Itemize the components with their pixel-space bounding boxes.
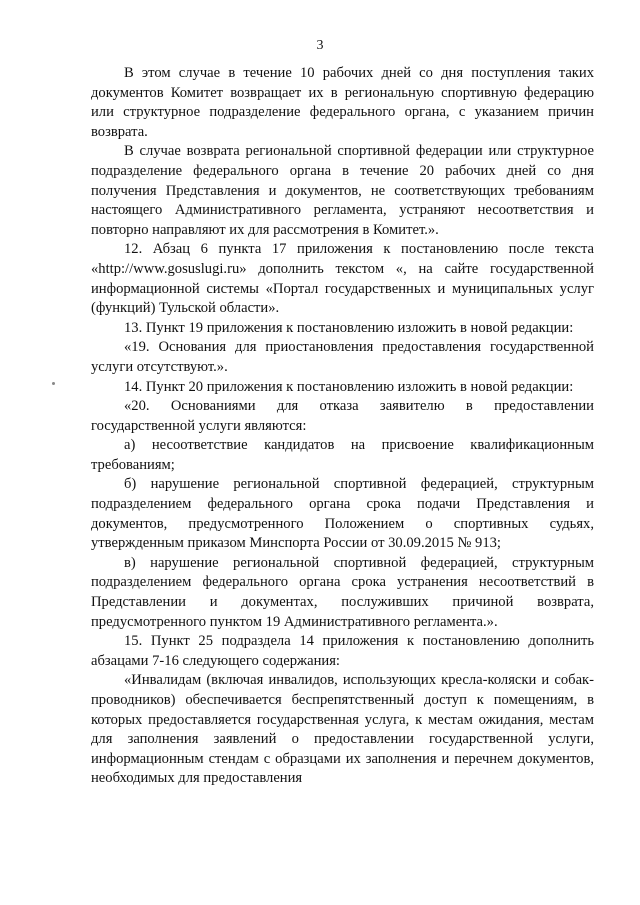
- paragraph: а) несоответствие кандидатов на присвоение квалификационным требованиям;: [91, 437, 594, 473]
- paragraph: 14. Пункт 20 приложения к постановлению изложить в новой редакции:: [124, 378, 574, 395]
- scan-artifact-dot: [52, 382, 55, 385]
- paragraph: «19. Основания для приостановления предоставления государственной услуги отсутствуют.».: [91, 339, 594, 375]
- paragraph: б) нарушение региональной спортивной федерацией, структурным подразделением федерального органа срока подачи Представления и документов, предусмотренного Положением о спортивных судьях, утвержденным приказом Минспорта России от 30.09.2015 № 913;: [91, 476, 594, 552]
- paragraph: 12. Абзац 6 пункта 17 приложения к постановлению после текста «http://www.gosuslugi.ru» дополнить текстом «, на сайте государственной информационной системы «Портал государственных и муниципальных услуг (функций) Тульской области».: [91, 241, 594, 317]
- paragraph: 15. Пункт 25 подраздела 14 приложения к постановлению дополнить абзацами 7-16 следующего содержания:: [91, 633, 594, 669]
- paragraph: В этом случае в течение 10 рабочих дней со дня поступления таких документов Комитет возвращает их в региональную спортивную федерацию или структурное подразделение федерального органа, с указанием причин возврата.: [91, 65, 594, 140]
- paragraph: 13. Пункт 19 приложения к постановлению изложить в новой редакции:: [124, 319, 574, 336]
- document-body: [91, 64, 594, 789]
- paragraph: В случае возврата региональной спортивной федерации или структурное подразделение федерального органа в течение 20 рабочих дней со дня получения Представления и документов, не соответствующих требованиям настоящего Административного регламента, устраняют несоответствия и повторно направляют их для рассмотрения в Комитет.».: [91, 143, 594, 238]
- page-number: 3: [316, 38, 324, 53]
- paragraph: в) нарушение региональной спортивной федерацией, структурным подразделением федерального органа срока устранения несоответствий в Представлении и документах, послуживших причиной возврата, предусмотренного пунктом 19 Административного регламента.».: [91, 554, 594, 630]
- paragraph: «Инвалидам (включая инвалидов, использующих кресла-коляски и собак-проводников) обеспечивается беспрепятственный доступ к помещениям, в которых предоставляется государственная услуга, к местам ожидания, местам для заполнения заявлений о предоставлении государственной услуги, информационным стендам с образцами их заполнения и перечнем документов, необходимых для предоставления: [91, 672, 594, 787]
- paragraph: «20. Основаниями для отказа заявителю в предоставлении государственной услуги являются:: [91, 398, 594, 434]
